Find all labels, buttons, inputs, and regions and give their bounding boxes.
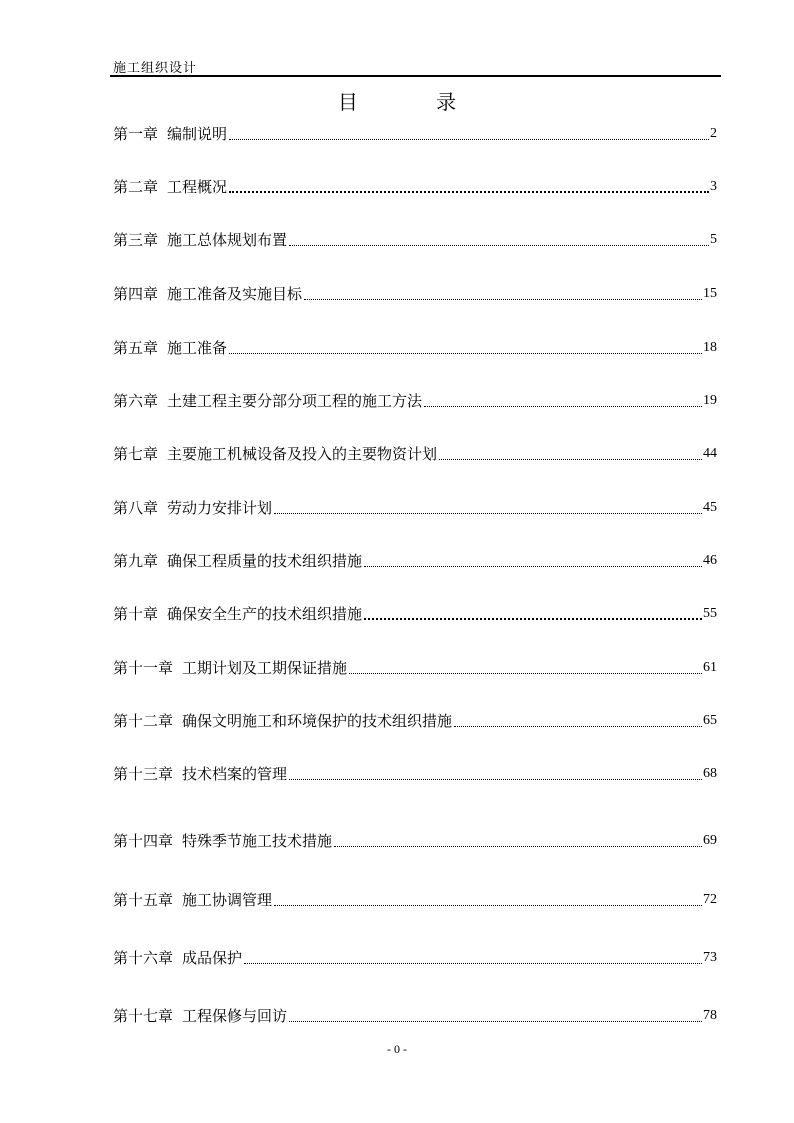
toc-chapter-label: 第十二章: [113, 712, 174, 730]
toc-entry-16[interactable]: [113, 945, 717, 967]
toc-title: 目 录: [337, 90, 493, 114]
toc-page-number: 44: [703, 446, 717, 461]
toc-dot-leader: [274, 905, 702, 906]
toc-page-number: 61: [703, 660, 717, 675]
toc-page-number: 3: [710, 179, 717, 194]
toc-dot-leader: [439, 459, 702, 460]
toc-chapter-name: 工程概况: [167, 178, 228, 196]
toc-chapter-name: 成品保护: [182, 949, 243, 967]
toc-chapter-name: 土建工程主要分部分项工程的施工方法: [167, 392, 423, 410]
toc-entry-13[interactable]: [113, 761, 717, 783]
toc-dot-leader: [364, 566, 702, 567]
toc-chapter-name: 主要施工机械设备及投入的主要物资计划: [167, 445, 438, 463]
header-divider: [110, 75, 721, 77]
header-title: 施工组织设计: [113, 61, 198, 76]
toc-entry-5[interactable]: [113, 335, 717, 357]
toc-entry-7[interactable]: [113, 441, 717, 463]
toc-page-number: 65: [703, 713, 717, 728]
toc-entry-11[interactable]: [113, 655, 717, 677]
toc-entry-3[interactable]: [113, 227, 717, 249]
toc-chapter-label: 第十五章: [113, 891, 174, 909]
toc-dot-leader: [424, 406, 702, 407]
toc-chapter-name: 施工准备: [167, 339, 228, 357]
toc-chapter-label: 第四章: [113, 285, 159, 303]
toc-dot-leader: [349, 673, 702, 674]
toc-page-number: 2: [710, 126, 717, 141]
toc-dot-leader: [289, 779, 702, 780]
toc-entry-9[interactable]: [113, 548, 717, 570]
toc-chapter-label: 第六章: [113, 392, 159, 410]
toc-entry-12[interactable]: [113, 708, 717, 730]
toc-dot-leader: [289, 245, 709, 246]
toc-chapter-name: 特殊季节施工技术措施: [182, 832, 333, 850]
toc-page-number: 15: [703, 286, 717, 301]
toc-chapter-label: 第十六章: [113, 949, 174, 967]
toc-chapter-label: 第五章: [113, 339, 159, 357]
toc-chapter-label: 第八章: [113, 499, 159, 517]
toc-page-number: 5: [710, 232, 717, 247]
toc-page-number: 55: [703, 606, 717, 621]
toc-page-number: 19: [703, 393, 717, 408]
toc-dot-leader: [289, 1021, 702, 1022]
toc-chapter-name: 确保安全生产的技术组织措施: [167, 605, 363, 623]
toc-chapter-name: 确保工程质量的技术组织措施: [167, 552, 363, 570]
toc-entry-15[interactable]: [113, 887, 717, 909]
toc-page-number: 46: [703, 553, 717, 568]
toc-dot-leader: [334, 846, 702, 847]
toc-chapter-label: 第十三章: [113, 765, 174, 783]
toc-entry-8[interactable]: [113, 495, 717, 517]
toc-entry-4[interactable]: [113, 281, 717, 303]
toc-chapter-label: 第九章: [113, 552, 159, 570]
toc-entry-17[interactable]: [113, 1003, 717, 1025]
toc-chapter-label: 第一章: [113, 125, 159, 143]
toc-entry-2[interactable]: [113, 174, 717, 196]
toc-dot-leader: [454, 726, 702, 727]
toc-dot-leader: [244, 963, 702, 964]
toc-page-number: 18: [703, 340, 717, 355]
toc-dot-leader: [304, 299, 702, 300]
toc-chapter-label: 第七章: [113, 445, 159, 463]
toc-entry-6[interactable]: [113, 388, 717, 410]
toc-chapter-label: 第十四章: [113, 832, 174, 850]
toc-dot-leader: [364, 618, 702, 620]
toc-dot-leader: [274, 513, 702, 514]
toc-chapter-name: 施工准备及实施目标: [167, 285, 303, 303]
toc-chapter-name: 工期计划及工期保证措施: [182, 659, 348, 677]
toc-chapter-name: 编制说明: [167, 125, 228, 143]
toc-chapter-label: 第三章: [113, 231, 159, 249]
toc-page-number: 72: [703, 892, 717, 907]
toc-chapter-name: 劳动力安排计划: [167, 499, 273, 517]
toc-page-number: 45: [703, 500, 717, 515]
toc-chapter-label: 第十七章: [113, 1007, 174, 1025]
toc-chapter-label: 第十章: [113, 605, 159, 623]
toc-dot-leader: [229, 191, 709, 193]
toc-chapter-name: 施工总体规划布置: [167, 231, 288, 249]
toc-page-number: 78: [703, 1008, 717, 1023]
toc-page-number: 73: [703, 950, 717, 965]
toc-page-number: 68: [703, 766, 717, 781]
toc-chapter-label: 第二章: [113, 178, 159, 196]
toc-dot-leader: [229, 139, 709, 140]
toc-page-number: 69: [703, 833, 717, 848]
toc-dot-leader: [229, 353, 702, 354]
toc-chapter-name: 确保文明施工和环境保护的技术组织措施: [182, 712, 453, 730]
toc-chapter-name: 施工协调管理: [182, 891, 273, 909]
toc-entry-10[interactable]: [113, 601, 717, 623]
toc-entry-14[interactable]: [113, 828, 717, 850]
toc-chapter-name: 工程保修与回访: [182, 1007, 288, 1025]
page-number: - 0 -: [387, 1042, 407, 1056]
toc-chapter-name: 技术档案的管理: [182, 765, 288, 783]
toc-chapter-label: 第十一章: [113, 659, 174, 677]
toc-entry-1[interactable]: [113, 121, 717, 143]
